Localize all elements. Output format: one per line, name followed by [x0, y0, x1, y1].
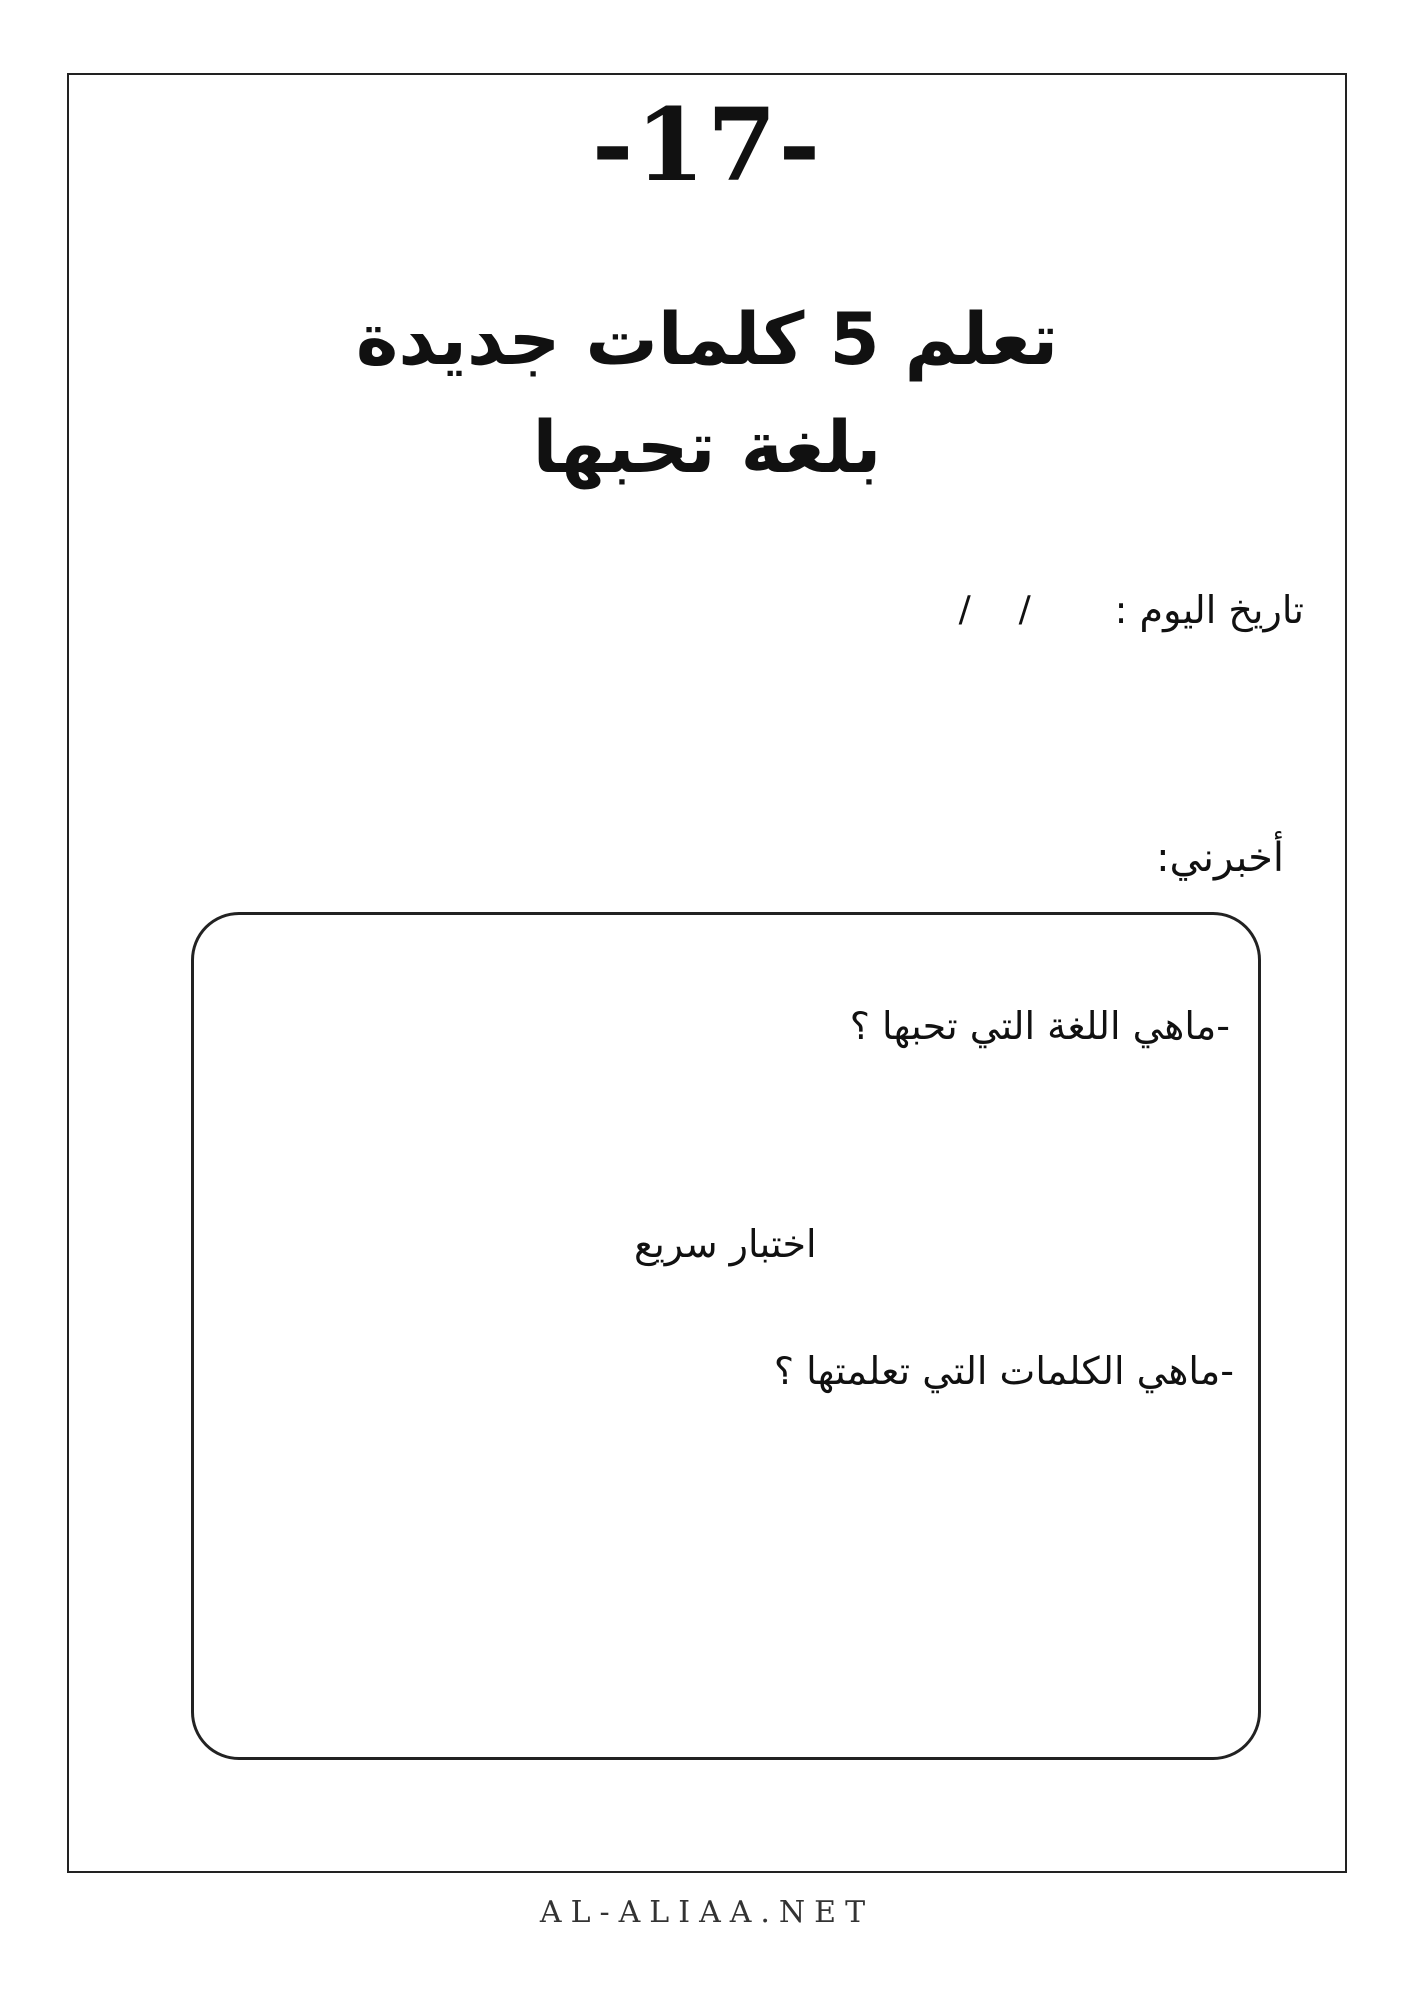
date-row [935, 585, 1304, 635]
quick-quiz-label: اختبار سريع [634, 1222, 817, 1266]
title-line-1: تعلم 5 كلمات جديدة [355, 297, 1059, 381]
tell-me-label: أخبرني: [1156, 835, 1284, 881]
page-title [200, 285, 1214, 501]
date-label: تاريخ اليوم : [1114, 588, 1304, 632]
question-favorite-language: -ماهي اللغة التي تحبها ؟ [849, 1004, 1230, 1048]
footer-site-name: AL-ALIAA.NET [539, 1895, 875, 1930]
answer-box [191, 912, 1261, 1760]
title-line-2: بلغة تحبها [532, 405, 882, 489]
date-separator-1: / [1018, 589, 1031, 630]
question-learned-words: -ماهي الكلمات التي تعلمتها ؟ [773, 1349, 1234, 1393]
page-number: -17- [591, 86, 823, 204]
date-separator-2: / [958, 589, 971, 630]
